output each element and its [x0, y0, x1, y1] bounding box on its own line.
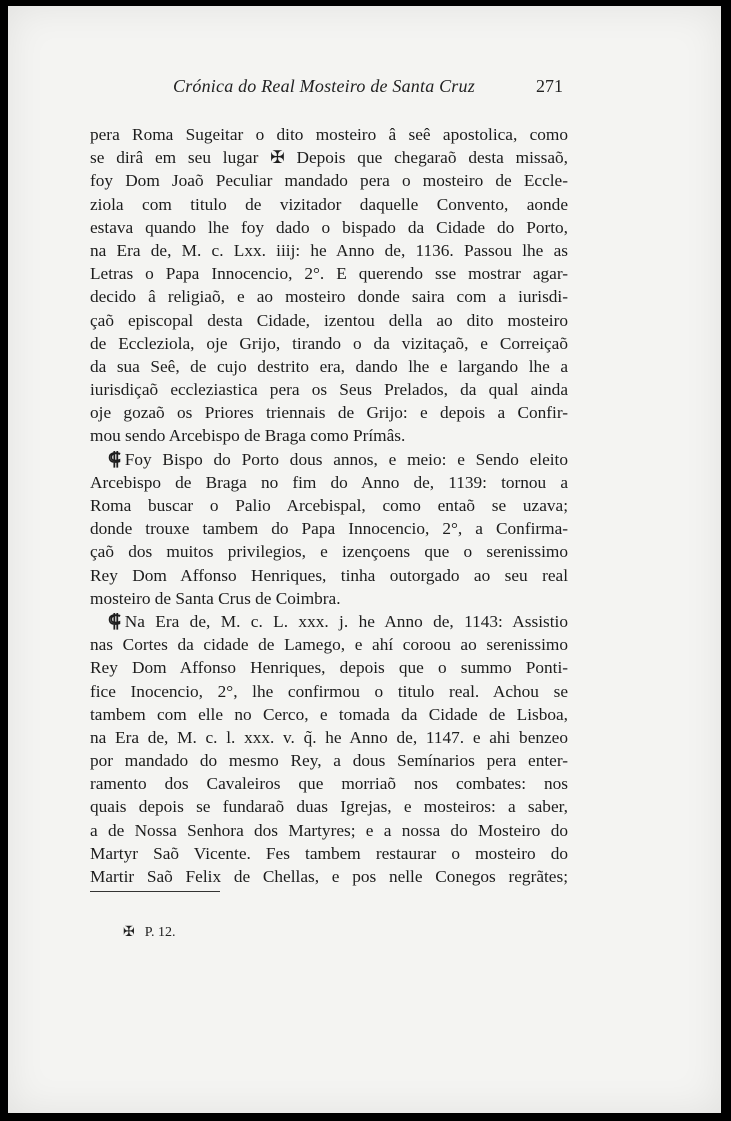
text-line: mosteiro de Santa Crus de Coimbra. [90, 588, 341, 608]
text-line: Roma buscar o Palio Arcebispal, como entaõ se uzava; [90, 496, 568, 515]
text-line: por mandado do mesmo Rey, a dous Semínarios pera enter- [90, 751, 568, 771]
cross-icon: ✠ [123, 925, 135, 940]
text-line: a de Nossa Senhora dos Martyres; e a nossa do Mosteiro do [90, 820, 568, 840]
text-line: nas Cortes da cidade de Lamego, e ahí coroou ao serenissimo [90, 635, 568, 655]
body-text [90, 123, 568, 888]
text-line: Rey Dom Affonso Henriques, tinha outorgado ao seu real [90, 565, 568, 585]
text-line: tambem com elle no Cerco, e tomada da Cidade de Lisboa, [90, 704, 568, 724]
text-line-first [90, 610, 568, 633]
text-line: de Eccleziola, oje Grijo, tirando o da vizitaçaõ, e Correiçaõ [90, 333, 568, 353]
text-line: pera Roma Sugeitar o dito mosteiro â seê apostolica, como [90, 125, 568, 144]
text-line: Martir Saõ Felix de Chellas, e pos nelle Conegos regrãtes; [90, 867, 568, 886]
text-line: quais depois se fundaraõ duas Igrejas, e mosteiros: a saber, [90, 797, 568, 817]
text-line: decido â religiaõ, e ao mosteiro donde saira com a iurisdi- [90, 287, 568, 307]
text-line: Foy Bispo do Porto dous annos, e meio: e Sendo eleito [124, 449, 568, 469]
footnote-divider [90, 891, 220, 892]
text-line: Rey Dom Affonso Henriques, depois que o summo Ponti- [90, 658, 568, 678]
page-number: 271 [536, 76, 563, 96]
text-line: çaõ dos muitos privilegios, e izençoens que o serenissimo [90, 542, 568, 562]
text-line: ramento dos Cavaleiros que morriaõ nos combates: nos [90, 774, 568, 794]
text-line: Na Era de, M. c. L. xxx. j. he Anno de, 1143: Assistio [124, 611, 568, 631]
text-line: foy Dom Joaõ Peculiar mandado pera o mosteiro de Eccle- [90, 171, 568, 191]
text-line: iurisdiçaõ eccleziastica pera os Seus Prelados, da qual ainda [90, 380, 568, 400]
paragraph-mark-icon: ⸿ [108, 448, 121, 469]
text-line: da sua Seê, de cujo destrito era, dando lhe e largando lhe a [90, 356, 568, 376]
text-line: Martyr Saõ Vicente. Fes tambem restaurar o mosteiro do [90, 843, 568, 863]
text-line: ziola com titulo de vizitador daquelle Convento, aonde [90, 194, 568, 214]
text-line: Letras o Papa Innocencio, 2°. E querendo sse mostrar agar- [90, 264, 568, 284]
footnote-text: P. 12. [144, 925, 176, 940]
text-line: oje gozaõ os Priores triennais de Grijo: e depois a Confir- [90, 403, 568, 423]
text-line: estava quando lhe foy dado o bispado da Cidade do Porto, [90, 217, 568, 237]
text-line: na Era de, M. c. l. xxx. v. q̃. he Anno de, 1147. e ahi benzeo [90, 727, 568, 747]
footnote [123, 924, 175, 941]
page-header [8, 76, 721, 106]
text-line: çaõ episcopal desta Cidade, izentou della ao dito mosteiro [90, 310, 568, 330]
paragraph-3 [90, 610, 568, 888]
paragraph-2 [90, 448, 568, 610]
paragraph-mark-icon: ⸿ [108, 610, 121, 631]
text-line: fice Inocencio, 2°, lhe confirmou o titulo real. Achou se [90, 681, 568, 701]
text-line: Arcebispo de Braga no fim do Anno de, 1139: tornou a [90, 472, 568, 492]
text-line: na Era de, M. c. Lxx. iiij: he Anno de, 1136. Passou lhe as [90, 240, 568, 260]
text-line: se dirâ em seu lugar ✠ Depois que chegaraõ desta missaõ, [90, 148, 568, 168]
text-line: donde trouxe tambem do Papa Innocencio, 2°, a Confirma- [90, 519, 568, 539]
text-line-first [90, 448, 568, 471]
book-page [8, 6, 721, 1113]
paragraph-1 [90, 123, 568, 448]
running-title: Crónica do Real Mosteiro de Santa Cruz [173, 76, 475, 96]
text-line: mou sendo Arcebispo de Braga como Prímâs. [90, 426, 406, 446]
